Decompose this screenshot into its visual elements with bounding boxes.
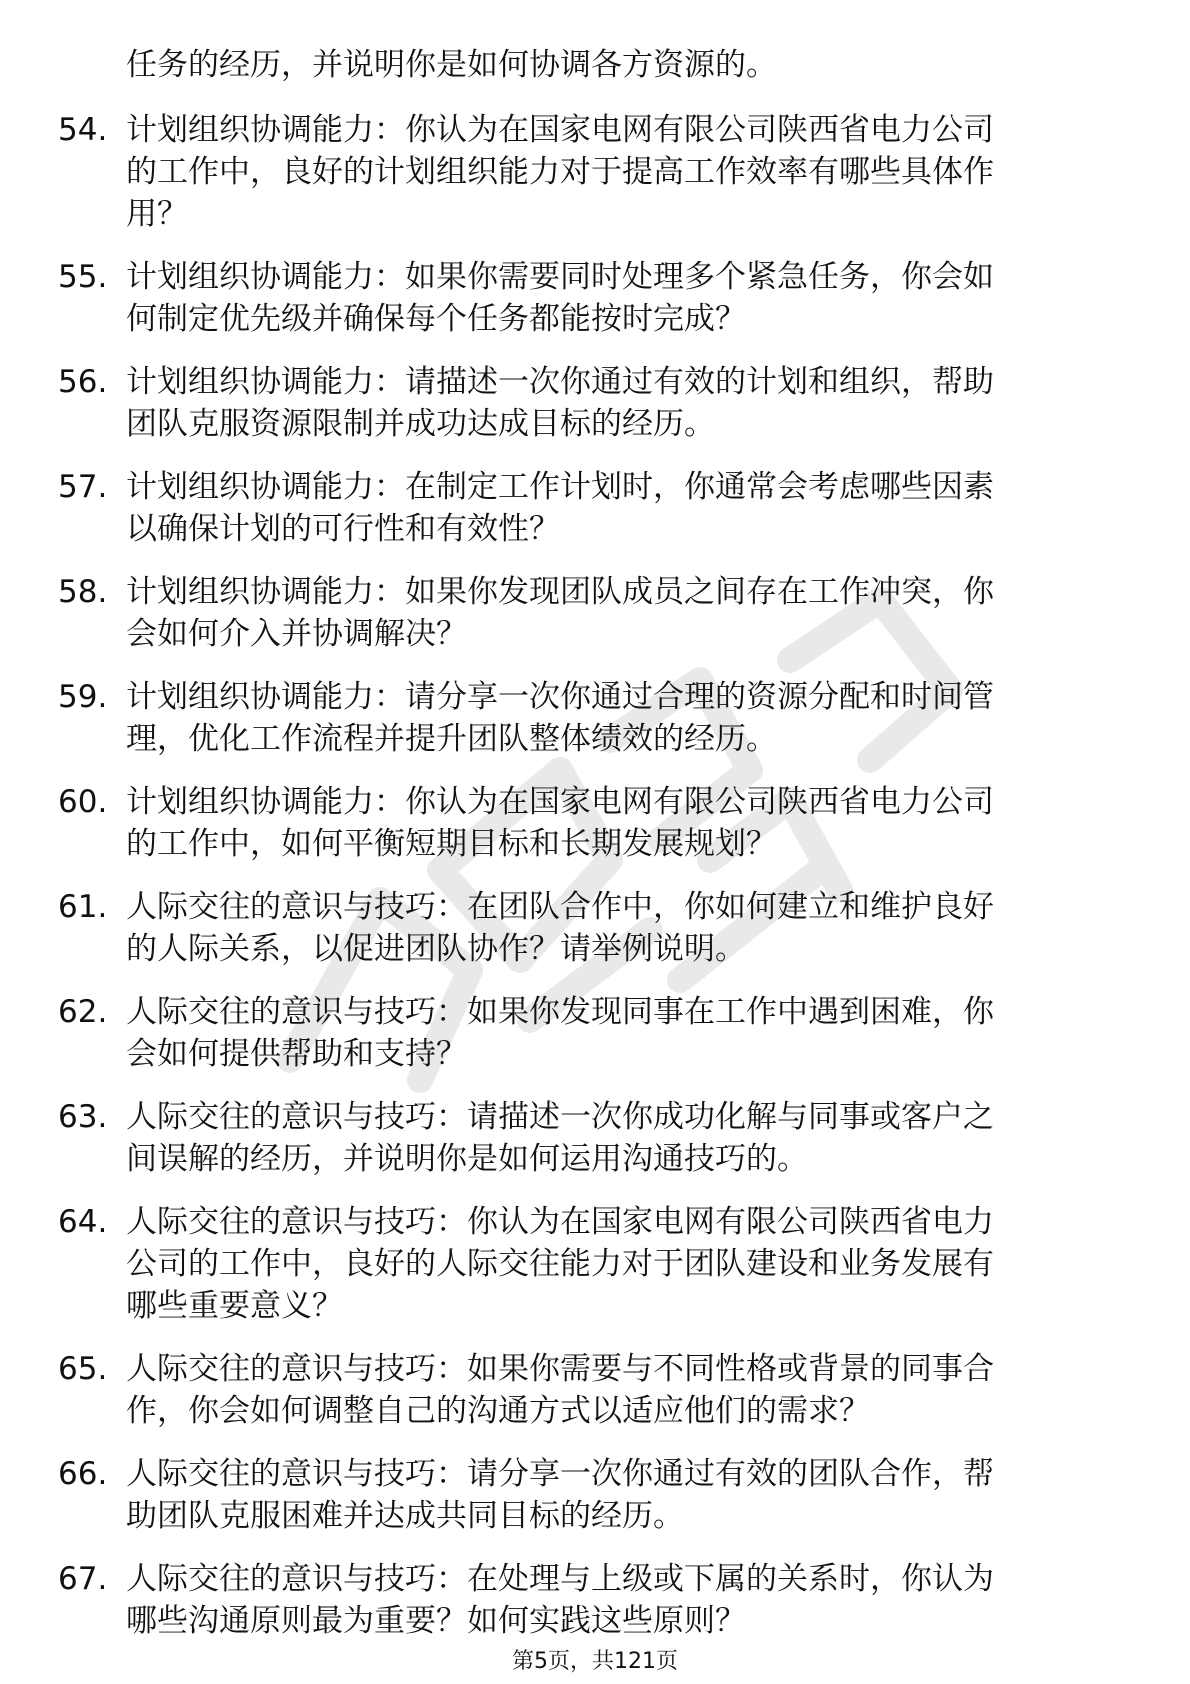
question-item bbox=[0, 466, 1190, 550]
question-item bbox=[0, 676, 1190, 760]
question-list bbox=[0, 109, 1190, 1663]
question-line: 何制定优先级并确保每个任务都能按时完成？ bbox=[126, 301, 746, 337]
question-line: 人际交往的意识与技巧：你认为在国家电网有限公司陕西省电力 bbox=[126, 1204, 994, 1240]
question-number: 54. bbox=[58, 112, 108, 148]
question-item bbox=[0, 781, 1190, 865]
continuation-text: 任务的经历，并说明你是如何协调各方资源的。 bbox=[126, 47, 777, 83]
question-number: 65. bbox=[58, 1351, 108, 1387]
question-number: 58. bbox=[58, 574, 108, 610]
question-line: 计划组织协调能力：如果你发现团队成员之间存在工作冲突，你 bbox=[126, 574, 994, 610]
question-line: 人际交往的意识与技巧：如果你需要与不同性格或背景的同事合 bbox=[126, 1351, 994, 1387]
question-item bbox=[0, 1201, 1190, 1327]
question-line: 公司的工作中，良好的人际交往能力对于团队建设和业务发展有 bbox=[126, 1246, 994, 1282]
question-line: 人际交往的意识与技巧：请分享一次你通过有效的团队合作，帮 bbox=[126, 1456, 994, 1492]
question-text bbox=[126, 676, 1106, 760]
question-line: 的工作中，良好的计划组织能力对于提高工作效率有哪些具体作 bbox=[126, 154, 994, 190]
question-line: 以确保计划的可行性和有效性？ bbox=[126, 511, 560, 547]
question-line: 的工作中，如何平衡短期目标和长期发展规划？ bbox=[126, 826, 777, 862]
question-text bbox=[126, 466, 1106, 550]
question-number: 59. bbox=[58, 679, 108, 715]
question-line: 计划组织协调能力：如果你需要同时处理多个紧急任务，你会如 bbox=[126, 259, 994, 295]
question-line: 会如何提供帮助和支持？ bbox=[126, 1036, 467, 1072]
question-line: 间误解的经历，并说明你是如何运用沟通技巧的。 bbox=[126, 1141, 808, 1177]
question-text bbox=[126, 109, 1106, 235]
question-number: 62. bbox=[58, 994, 108, 1030]
question-line: 人际交往的意识与技巧：如果你发现同事在工作中遇到困难，你 bbox=[126, 994, 994, 1030]
question-line: 计划组织协调能力：请描述一次你通过有效的计划和组织，帮助 bbox=[126, 364, 994, 400]
page-footer: 第5页，共121页 bbox=[512, 1649, 678, 1674]
question-number: 66. bbox=[58, 1456, 108, 1492]
question-text bbox=[126, 781, 1106, 865]
question-number: 55. bbox=[58, 259, 108, 295]
question-item bbox=[0, 571, 1190, 655]
question-line: 助团队克服困难并达成共同目标的经历。 bbox=[126, 1498, 684, 1534]
question-line: 人际交往的意识与技巧：在处理与上级或下属的关系时，你认为 bbox=[126, 1561, 994, 1597]
question-text bbox=[126, 256, 1106, 340]
question-number: 64. bbox=[58, 1204, 108, 1240]
question-line: 作，你会如何调整自己的沟通方式以适应他们的需求？ bbox=[126, 1393, 870, 1429]
question-text bbox=[126, 886, 1106, 970]
question-text bbox=[126, 1558, 1106, 1642]
question-line: 计划组织协调能力：你认为在国家电网有限公司陕西省电力公司 bbox=[126, 784, 994, 820]
question-text bbox=[126, 1348, 1106, 1432]
question-line: 计划组织协调能力：在制定工作计划时，你通常会考虑哪些因素 bbox=[126, 469, 994, 505]
question-line: 会如何介入并协调解决？ bbox=[126, 616, 467, 652]
question-line: 人际交往的意识与技巧：在团队合作中，你如何建立和维护良好 bbox=[126, 889, 994, 925]
question-number: 56. bbox=[58, 364, 108, 400]
question-item bbox=[0, 1558, 1190, 1642]
question-number: 60. bbox=[58, 784, 108, 820]
question-line: 用？ bbox=[126, 196, 188, 232]
question-line: 哪些重要意义？ bbox=[126, 1288, 343, 1324]
question-item bbox=[0, 1096, 1190, 1180]
question-line: 人际交往的意识与技巧：请描述一次你成功化解与同事或客户之 bbox=[126, 1099, 994, 1135]
question-number: 61. bbox=[58, 889, 108, 925]
question-item bbox=[0, 1453, 1190, 1537]
question-text bbox=[126, 1096, 1106, 1180]
question-text bbox=[126, 571, 1106, 655]
question-number: 63. bbox=[58, 1099, 108, 1135]
question-line: 的人际关系，以促进团队协作？请举例说明。 bbox=[126, 931, 746, 967]
question-item bbox=[0, 1348, 1190, 1432]
question-number: 67. bbox=[58, 1561, 108, 1597]
question-item bbox=[0, 361, 1190, 445]
question-text bbox=[126, 991, 1106, 1075]
question-text bbox=[126, 1453, 1106, 1537]
question-line: 哪些沟通原则最为重要？如何实践这些原则？ bbox=[126, 1603, 746, 1639]
question-item bbox=[0, 256, 1190, 340]
question-line: 理，优化工作流程并提升团队整体绩效的经历。 bbox=[126, 721, 777, 757]
question-item bbox=[0, 991, 1190, 1075]
question-item bbox=[0, 109, 1190, 235]
question-item bbox=[0, 886, 1190, 970]
question-text bbox=[126, 361, 1106, 445]
question-number: 57. bbox=[58, 469, 108, 505]
question-line: 计划组织协调能力：你认为在国家电网有限公司陕西省电力公司 bbox=[126, 112, 994, 148]
question-line: 团队克服资源限制并成功达成目标的经历。 bbox=[126, 406, 715, 442]
question-text bbox=[126, 1201, 1106, 1327]
question-line: 计划组织协调能力：请分享一次你通过合理的资源分配和时间管 bbox=[126, 679, 994, 715]
